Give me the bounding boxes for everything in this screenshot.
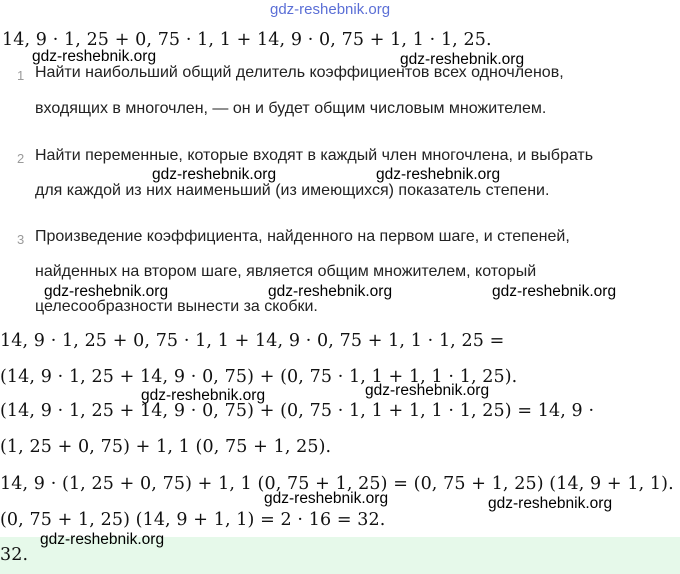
watermark: gdz-reshebnik.org <box>376 166 501 183</box>
solution-line-5: 14, 9 · (1, 25 + 0, 75) + 1, 1 (0, 75 + 1, 25) = (0, 75 + 1, 25) (14, 9 + 1, 1). <box>0 474 674 494</box>
watermark: gdz-reshebnik.org <box>264 490 389 507</box>
step-1-number: 1 <box>17 68 25 83</box>
watermark: gdz-reshebnik.org <box>152 166 277 183</box>
watermark: gdz-reshebnik.org <box>400 51 525 68</box>
solution-line-2: (14, 9 · 1, 25 + 14, 9 · 0, 75) + (0, 75 · 1, 1 + 1, 1 · 1, 25). <box>0 367 518 387</box>
answer-value: 32. <box>0 545 29 565</box>
step-3-line-2: найденных на втором шаге, является общим множителем, который <box>35 263 537 280</box>
step-1-line-1: Найти наибольший общий делитель коэффициентов всех одночленов, <box>35 64 564 81</box>
solution-line-4: (1, 25 + 0, 75) + 1, 1 (0, 75 + 1, 25). <box>0 437 332 457</box>
watermark: gdz-reshebnik.org <box>268 283 393 300</box>
step-2-number: 2 <box>17 151 25 166</box>
watermark: gdz-reshebnik.org <box>488 495 613 512</box>
step-3-line-1: Произведение коэффициента, найденного на первом шаге, и степеней, <box>35 228 570 245</box>
watermark-top: gdz-reshebnik.org <box>270 1 391 18</box>
step-2-line-2: для каждой из них наименьший (из имеющихся) показатель степени. <box>35 182 550 199</box>
problem-expression: 14, 9 · 1, 25 + 0, 75 · 1, 1 + 14, 9 · 0, 75 + 1, 1 · 1, 25. <box>2 30 492 50</box>
solution-line-3: (14, 9 · 1, 25 + 14, 9 · 0, 75) + (0, 75 · 1, 1 + 1, 1 · 1, 25) = 14, 9 · <box>0 401 595 421</box>
solution-line-6: (0, 75 + 1, 25) (14, 9 + 1, 1) = 2 · 16 = 32. <box>0 510 386 530</box>
step-3-number: 3 <box>17 232 25 247</box>
watermark: gdz-reshebnik.org <box>365 382 490 399</box>
watermark: gdz-reshebnik.org <box>44 283 169 300</box>
watermark: gdz-reshebnik.org <box>32 48 157 65</box>
step-2-line-1: Найти переменные, которые входят в каждый член многочлена, и выбрать <box>35 147 594 164</box>
watermark: gdz-reshebnik.org <box>141 387 266 404</box>
solution-line-1: 14, 9 · 1, 25 + 0, 75 · 1, 1 + 14, 9 · 0, 75 + 1, 1 · 1, 25 = <box>0 331 505 351</box>
step-1-line-2: входящих в многочлен, — он и будет общим числовым множителем. <box>35 100 547 117</box>
step-3-line-3: целесообразности вынести за скобки. <box>35 298 318 315</box>
watermark: gdz-reshebnik.org <box>40 531 165 548</box>
watermark: gdz-reshebnik.org <box>492 283 617 300</box>
